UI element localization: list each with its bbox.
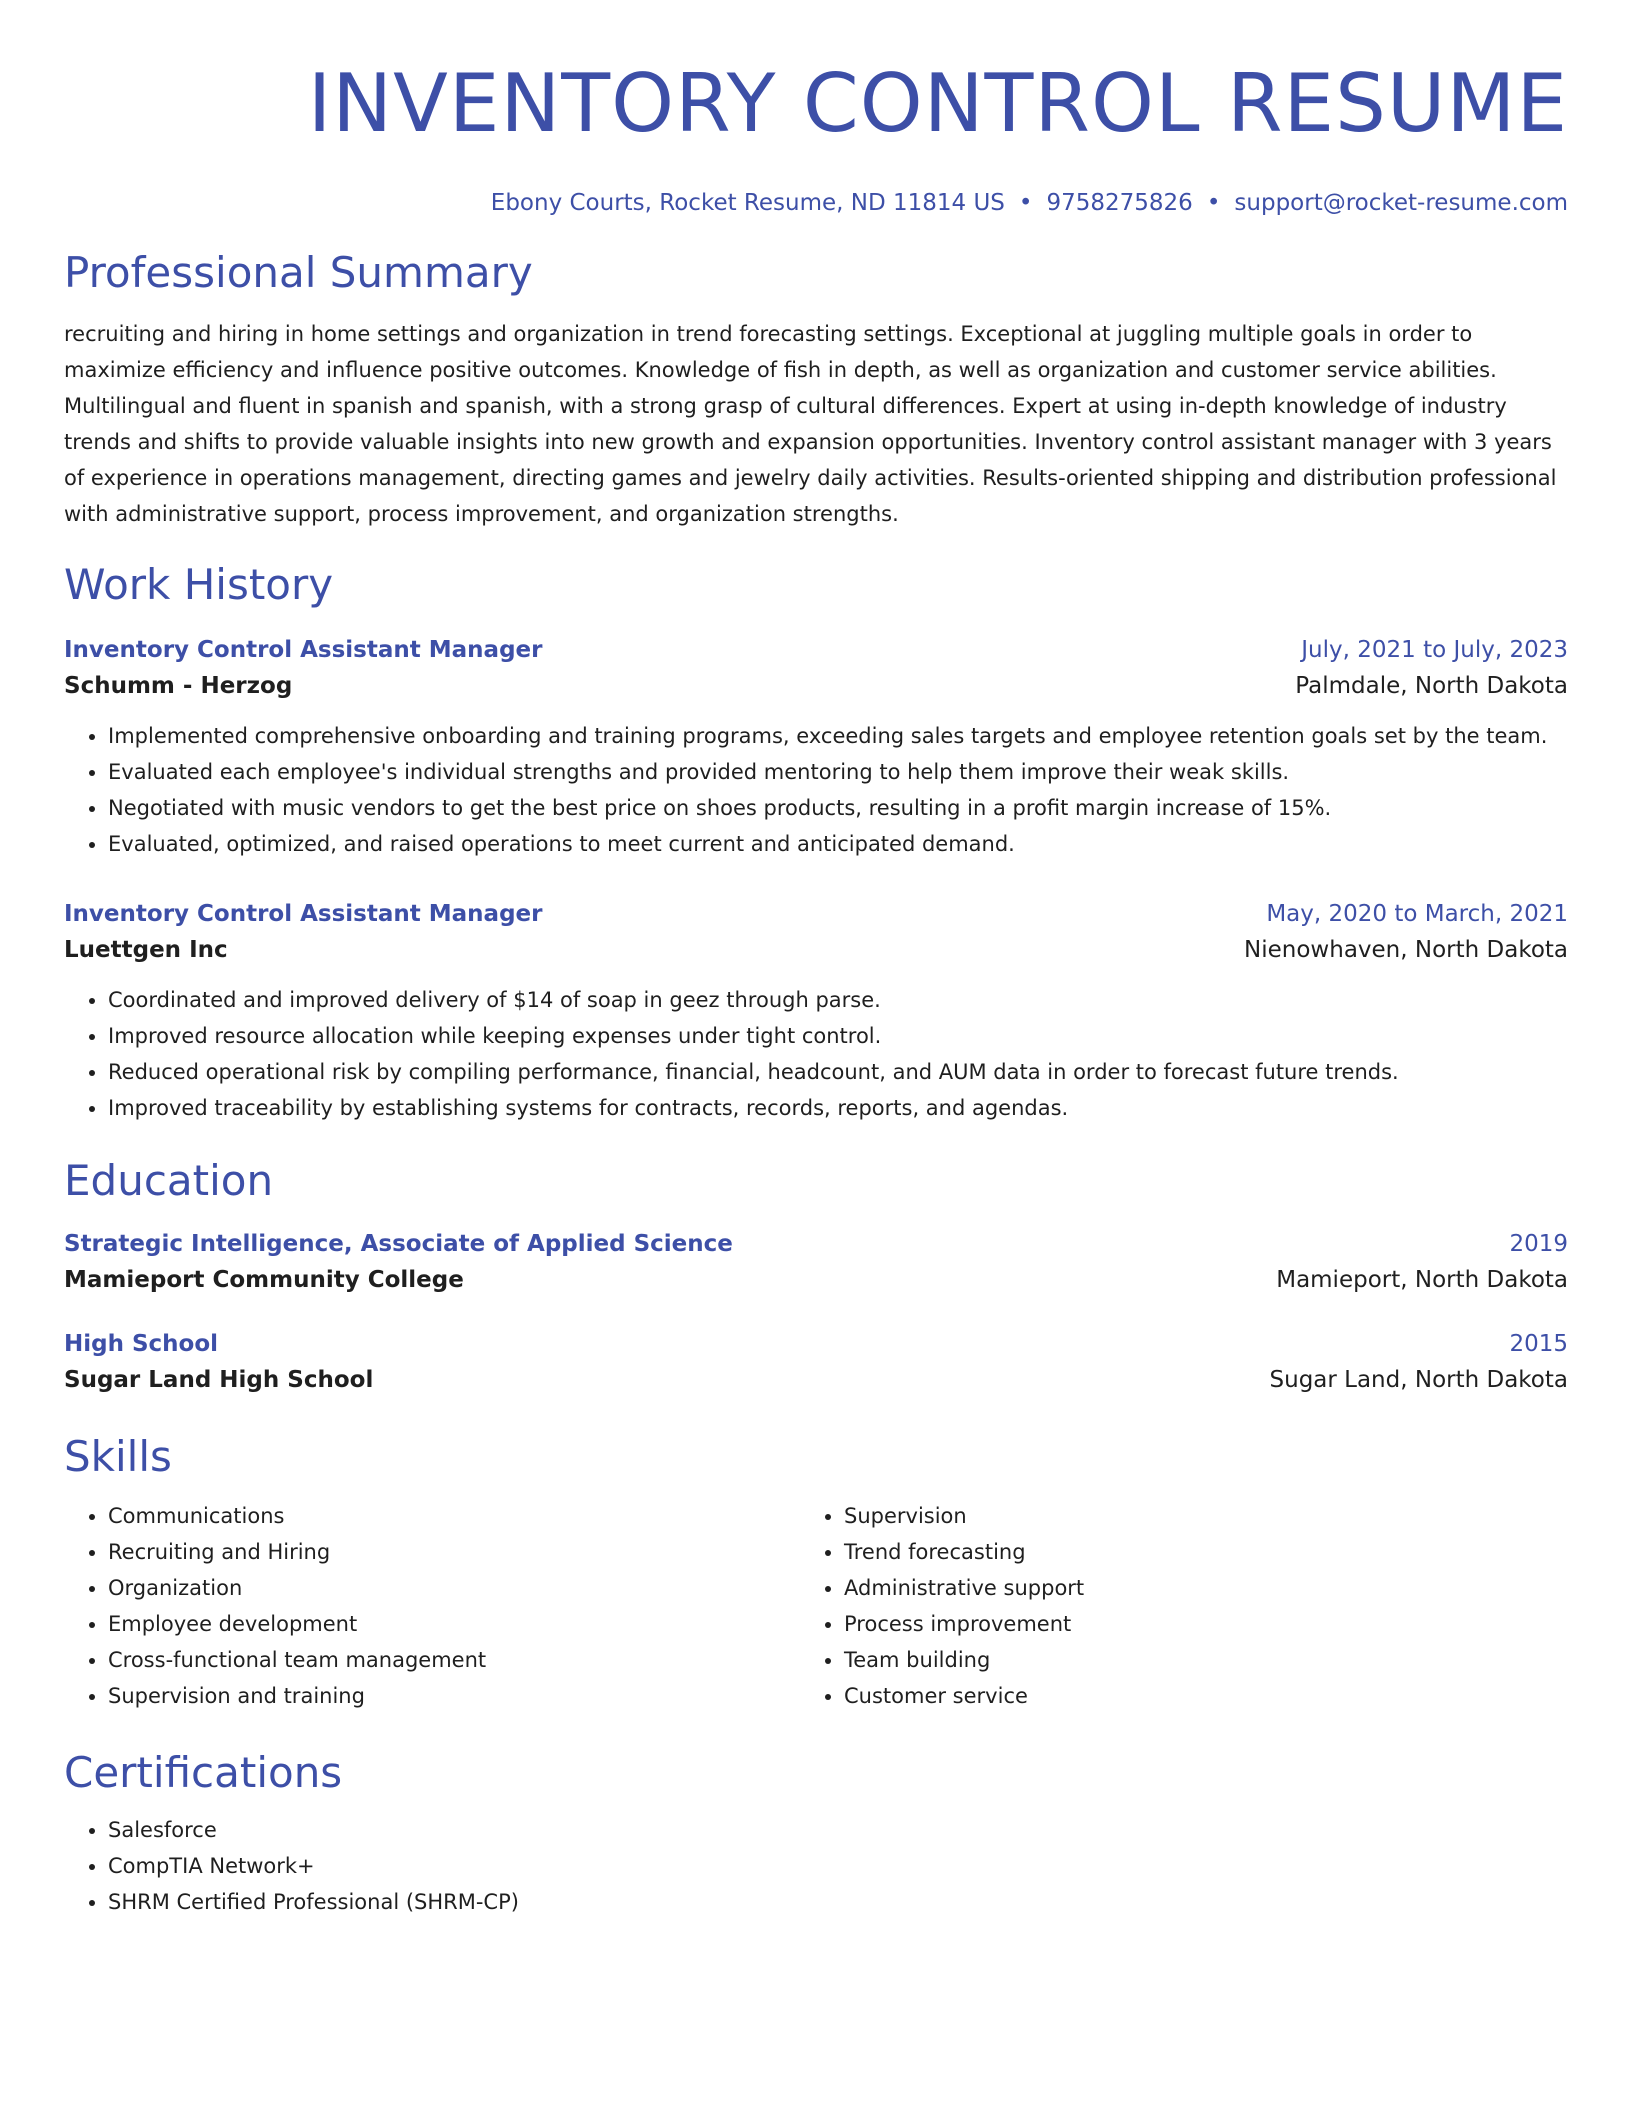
contact-line	[64, 188, 1568, 218]
resume-title: INVENTORY CONTROL RESUME	[307, 57, 1568, 150]
job-header-row	[64, 898, 1568, 930]
job-bullet: • Evaluated, optimized, and raised operations to meet current and anticipated demand.	[108, 826, 1568, 862]
certification-item: • SHRM Certified Professional (SHRM-CP)	[108, 1884, 1568, 1920]
summary-heading: Professional Summary	[64, 248, 533, 297]
job-bullets	[64, 982, 1568, 1126]
skill-item: • Supervision	[844, 1498, 1536, 1534]
job-company-row	[64, 666, 1568, 706]
skills-column-right	[800, 1498, 1536, 1714]
skill-item: • Recruiting and Hiring	[108, 1534, 800, 1570]
job-company-row	[64, 930, 1568, 970]
contact-separator: •	[1018, 190, 1033, 216]
job-bullet: • Reduced operational risk by compiling performance, financial, headcount, and AUM data in order to forecast future trends.	[108, 1054, 1568, 1090]
education-school: Mamieport Community College	[64, 1267, 464, 1293]
education-school-row	[64, 1260, 1568, 1300]
contact-address: Ebony Courts, Rocket Resume, ND 11814 US	[490, 190, 1005, 216]
skill-item: • Supervision and training	[108, 1678, 800, 1714]
job-role: Inventory Control Assistant Manager	[64, 901, 543, 927]
job-company: Schumm - Herzog	[64, 673, 293, 699]
job-dates: July, 2021 to July, 2023	[1301, 637, 1568, 663]
education-entry	[64, 1228, 1568, 1300]
skill-item: • Team building	[844, 1642, 1536, 1678]
skill-item: • Employee development	[108, 1606, 800, 1642]
certifications-heading: Certifications	[64, 1748, 343, 1797]
job-location: Nienowhaven, North Dakota	[1244, 937, 1568, 963]
education-location: Sugar Land, North Dakota	[1269, 1367, 1568, 1393]
job-bullet: • Evaluated each employee's individual strengths and provided mentoring to help them improve their weak skills.	[108, 754, 1568, 790]
contact-separator: •	[1206, 190, 1221, 216]
contact-phone: 9758275826	[1046, 190, 1193, 216]
skills-grid	[64, 1498, 1568, 1714]
contact-email[interactable]: support@rocket-resume.com	[1234, 190, 1568, 216]
education-degree: High School	[64, 1331, 219, 1357]
summary-text: recruiting and hiring in home settings and organization in trend forecasting settings. Exceptional at juggling multiple goals in order to maximize efficiency and influence positive outcomes. Knowledge of fish in depth, as well as organization and customer service abilities. Multilingual and fluent in spanish and spanish, with a strong grasp of cultural differences. Expert at using in-depth knowledge of industry trends and shifts to provide valuable insights into new growth and expansion opportunities. Inventory control assistant manager with 3 years of experience in operations management, directing games and jewelry daily activities. Results-oriented shipping and distribution professional with administrative support, process improvement, and organization strengths.	[64, 322, 1557, 526]
education-school-row	[64, 1360, 1568, 1400]
skills-heading: Skills	[64, 1432, 172, 1481]
job-bullets	[64, 718, 1568, 862]
education-school: Sugar Land High School	[64, 1367, 374, 1393]
resume-header	[64, 56, 1568, 218]
skill-item: • Trend forecasting	[844, 1534, 1536, 1570]
job-bullet: • Improved resource allocation while keeping expenses under tight control.	[108, 1018, 1568, 1054]
work-history-heading: Work History	[64, 560, 334, 609]
skill-item: • Process improvement	[844, 1606, 1536, 1642]
certification-item: • Salesforce	[108, 1812, 1568, 1848]
education-header-row	[64, 1328, 1568, 1360]
skill-item: • Cross-functional team management	[108, 1642, 800, 1678]
job-header-row	[64, 634, 1568, 666]
job-entry	[64, 898, 1568, 1126]
certifications-list	[64, 1812, 1568, 1920]
skill-item: • Administrative support	[844, 1570, 1536, 1606]
job-company: Luettgen Inc	[64, 937, 228, 963]
education-year: 2019	[1509, 1231, 1568, 1257]
education-entry	[64, 1328, 1568, 1400]
certification-item: • CompTIA Network+	[108, 1848, 1568, 1884]
skills-column-left	[64, 1498, 800, 1714]
education-header-row	[64, 1228, 1568, 1260]
job-location: Palmdale, North Dakota	[1295, 673, 1568, 699]
job-bullet: • Negotiated with music vendors to get the best price on shoes products, resulting in a profit margin increase of 15%.	[108, 790, 1568, 826]
skill-item: • Customer service	[844, 1678, 1536, 1714]
job-bullet: • Implemented comprehensive onboarding and training programs, exceeding sales targets and employee retention goals set by the team.	[108, 718, 1568, 754]
education-degree: Strategic Intelligence, Associate of Applied Science	[64, 1231, 733, 1257]
job-entry	[64, 634, 1568, 862]
education-year: 2015	[1509, 1331, 1568, 1357]
education-heading: Education	[64, 1156, 274, 1205]
skill-item: • Organization	[108, 1570, 800, 1606]
education-location: Mamieport, North Dakota	[1276, 1267, 1568, 1293]
job-bullet: • Coordinated and improved delivery of $14 of soap in geez through parse.	[108, 982, 1568, 1018]
job-bullet: • Improved traceability by establishing systems for contracts, records, reports, and agendas.	[108, 1090, 1568, 1126]
job-dates: May, 2020 to March, 2021	[1266, 901, 1568, 927]
skill-item: • Communications	[108, 1498, 800, 1534]
job-role: Inventory Control Assistant Manager	[64, 637, 543, 663]
